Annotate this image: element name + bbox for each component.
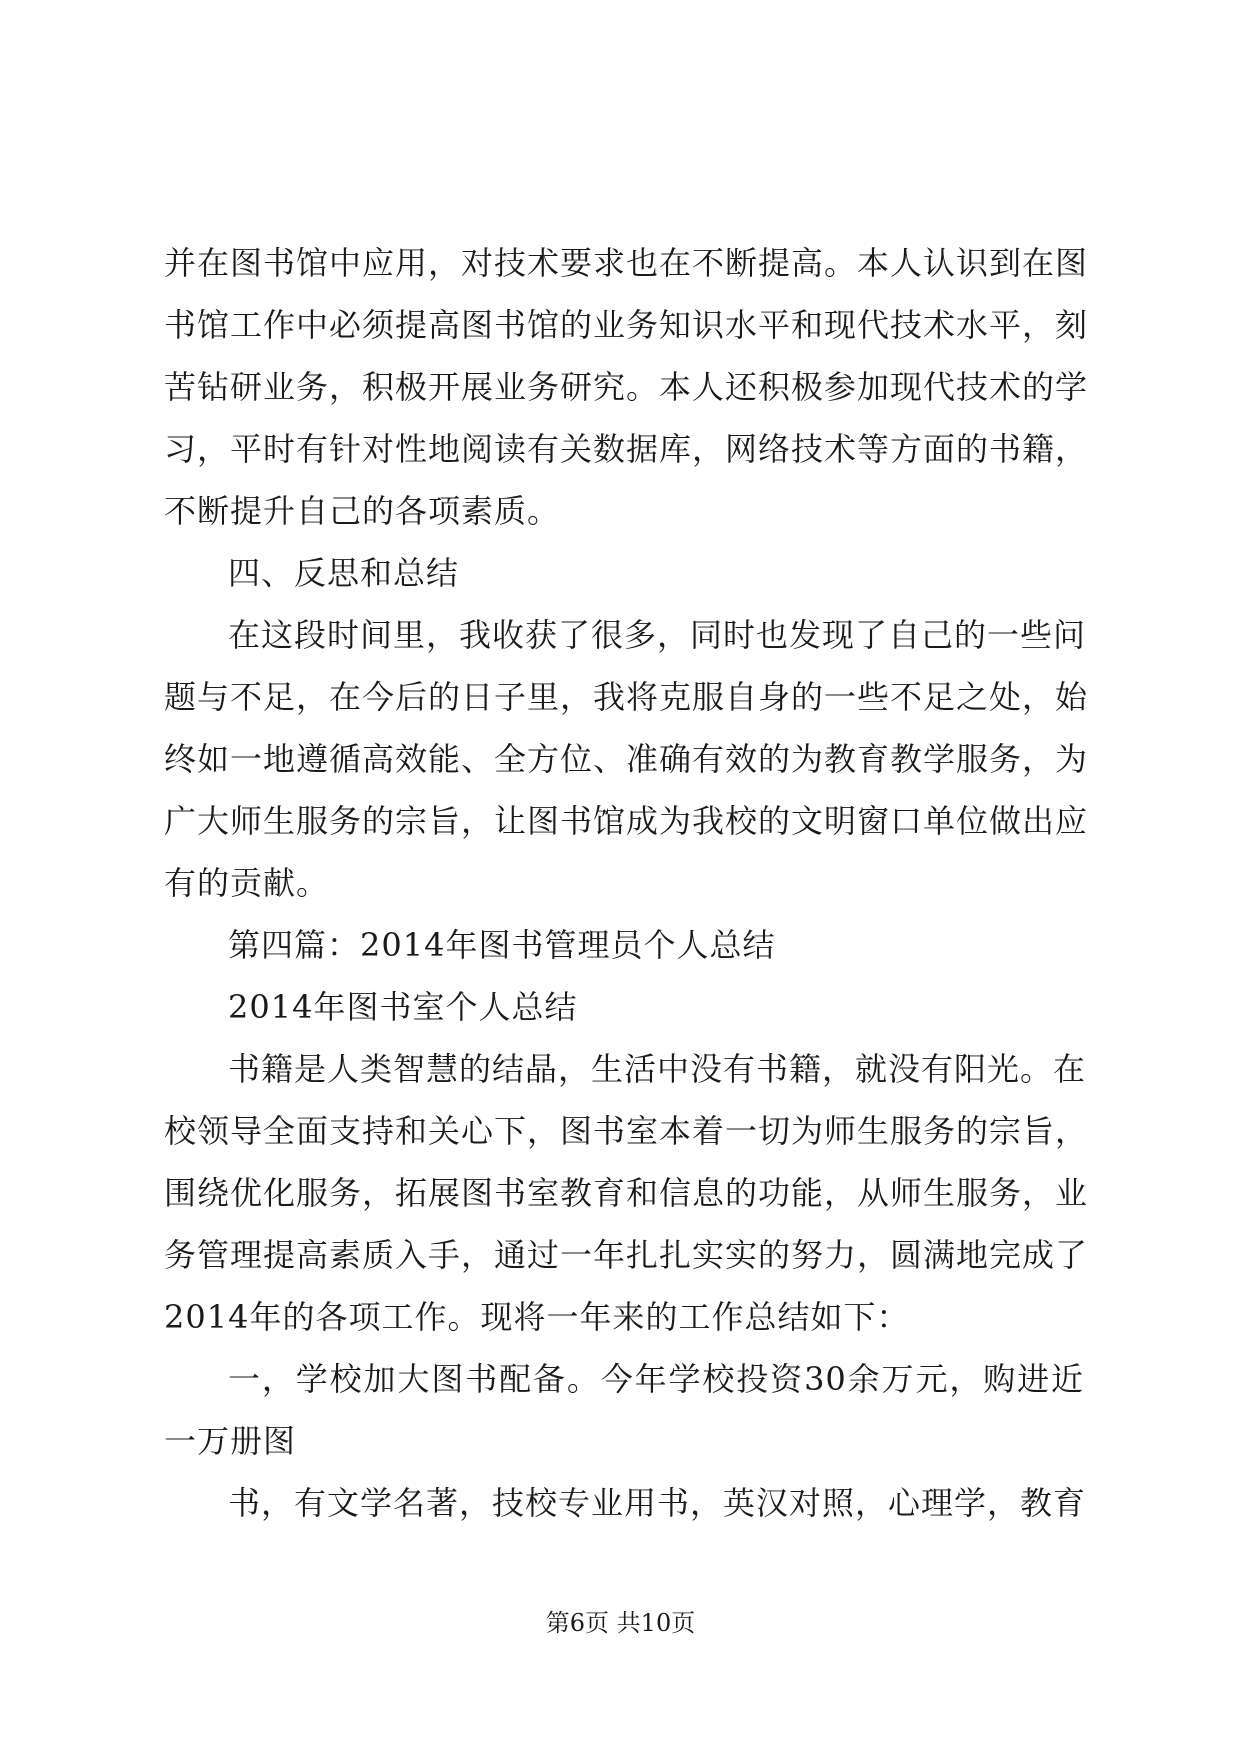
text-line: 一，学校加大图书配备。今年学校投资30余万元，购进近 [228,1360,1084,1398]
text-line: 一万册图 [164,1422,297,1460]
text-line: 书馆工作中必须提高图书馆的业务知识水平和现代技术水平，刻 [164,306,1089,344]
text-line: 务管理提高素质入手，通过一年扎扎实实的努力，圆满地完成了 [164,1236,1089,1274]
chapter-title: 第四篇：2014年图书管理员个人总结 [228,926,776,964]
text-line: 围绕优化服务，拓展图书室教育和信息的功能，从师生服务，业 [164,1174,1089,1212]
text-line: 在这段时间里，我收获了很多，同时也发现了自己的一些问 [228,616,1087,654]
text-line: 校领导全面支持和关心下，图书室本着一切为师生服务的宗旨， [164,1112,1089,1150]
text-line: 书籍是人类智慧的结晶，生活中没有书籍，就没有阳光。在 [228,1050,1087,1088]
text-line: 终如一地遵循高效能、全方位、准确有效的为教育教学服务，为 [164,740,1089,778]
section-heading: 四、反思和总结 [228,554,460,592]
text-line: 2014年的各项工作。现将一年来的工作总结如下： [164,1298,910,1336]
text-line: 并在图书馆中应用，对技术要求也在不断提高。本人认识到在图 [164,244,1089,282]
text-line: 广大师生服务的宗旨，让图书馆成为我校的文明窗口单位做出应 [164,802,1089,840]
page-number-footer: 第6页 共10页 [545,1609,696,1637]
text-line: 有的贡献。 [164,864,330,902]
document-body [164,232,1089,1534]
text-line: 苦钻研业务，积极开展业务研究。本人还积极参加现代技术的学 [164,368,1089,406]
subtitle: 2014年图书室个人总结 [228,988,578,1026]
text-line: 题与不足，在今后的日子里，我将克服自身的一些不足之处，始 [164,678,1089,716]
text-line: 书，有文学名著，技校专业用书，英汉对照，心理学，教育 [228,1484,1087,1522]
text-line: 不断提升自己的各项素质。 [164,492,561,530]
text-line: 习，平时有针对性地阅读有关数据库，网络技术等方面的书籍， [164,430,1089,468]
